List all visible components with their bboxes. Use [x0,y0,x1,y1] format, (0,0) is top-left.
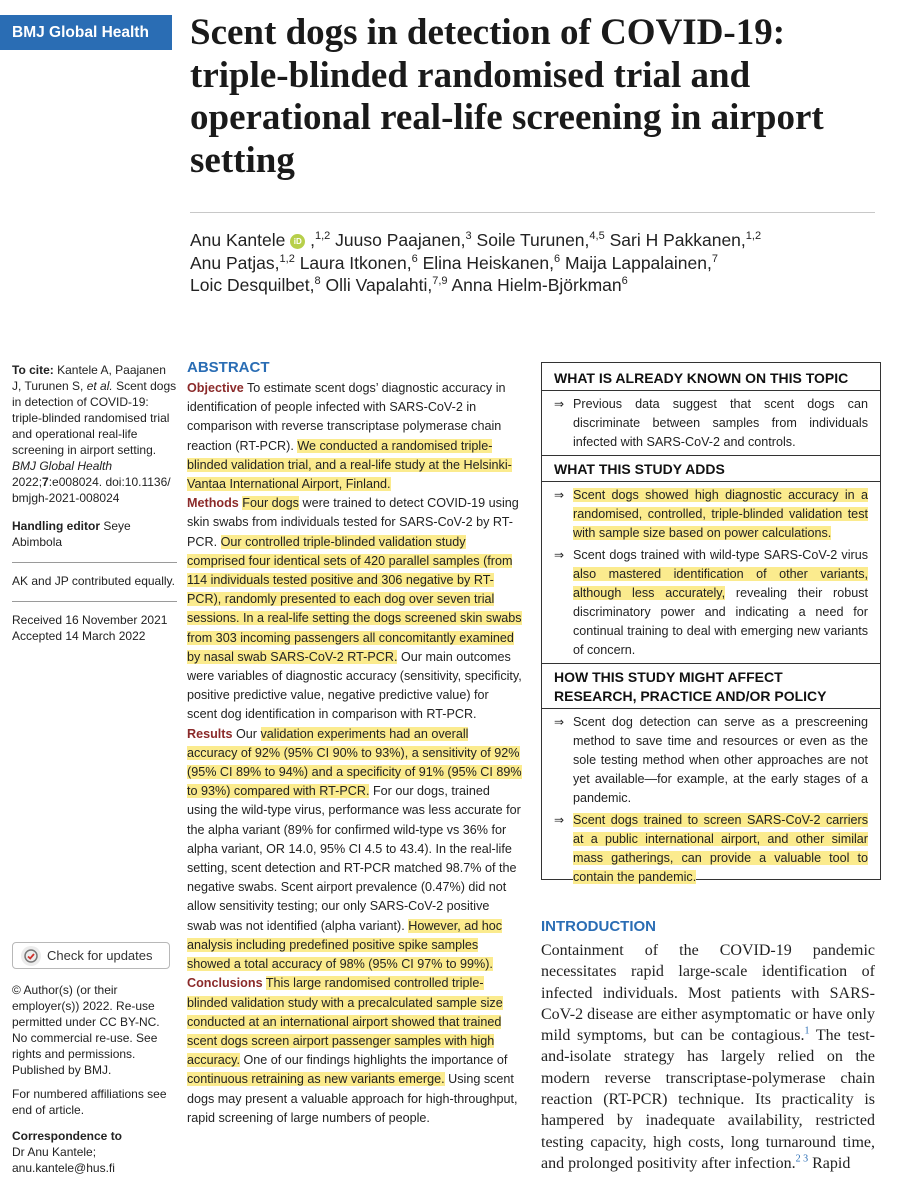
author-name: Laura Itkonen [299,252,407,273]
author-name: Olli Vapalahti [325,275,428,295]
reference-link[interactable]: 2 3 [795,1153,809,1165]
arrow-icon: ⇒ [554,715,565,729]
author-name: Loic Desquilbet [190,275,310,295]
key-message-item [554,395,868,452]
box-divider [542,390,880,391]
correspondence-name: Dr Anu Kantele; [12,1145,97,1159]
cite-label: To cite: [12,363,54,377]
handling-editor [12,518,177,550]
known-topic-heading: WHAT IS ALREADY KNOWN ON THIS TOPIC [554,370,849,386]
cite-year: 2022; [12,475,43,489]
left-sidebar [12,362,177,644]
contribution-note: AK and JP contributed equally. [12,574,175,588]
title-divider [190,212,875,213]
arrow-icon: ⇒ [554,548,565,562]
author-name: Maija Lappalainen [564,252,707,273]
key-message-item [554,486,868,543]
handling-editor-name: Seye Abimbola [12,519,131,549]
introduction-text [541,940,875,1174]
highlighted-text: Scent dogs showed high diagnostic accuracy in a randomised, controlled, triple-blinded validation test with sample size based on power calculations. [573,488,868,540]
study-adds-heading: WHAT THIS STUDY ADDS [554,461,725,477]
conclusions-text: Using scent dogs may present a valuable approach for high-throughput, rapid screening of large numbers of people. [187,1072,518,1125]
cite-authors: Kantele A, Paajanen J, Turunen S, [12,363,166,393]
accepted-date: Accepted 14 March 2022 [12,629,146,643]
sidebar-divider [12,601,177,602]
author-affiliation: 3 [465,230,472,243]
cite-doi[interactable]: :e008024. doi:10.1136/ bmjgh-2021-008024 [12,475,171,505]
correspondence-label: Correspondence to [12,1129,123,1143]
citation-block [12,362,177,506]
highlighted-text: Scent dogs trained to screen SARS-CoV-2 carriers at a public international airport, and other similar mass gatherings, can provide a valuable tool to contain the pandemic. [573,813,868,884]
highlighted-text: However, ad hoc analysis including predefined positive spike samples showed a total accuracy of 98% (95% CI 97% to 99%). [187,918,503,972]
arrow-icon: ⇒ [554,397,565,411]
copyright-notice: © Author(s) (or their employer(s)) 2022. Re-use permitted under CC BY-NC. No commercial re-use. See rights and permissions. Published by BMJ. [12,983,160,1077]
cite-title: Scent dogs in detection of COVID-19: triple-blinded randomised trial and operational real-life screening in airport setting. [12,379,177,457]
author-name: Soile Turunen [476,230,585,250]
author-affiliation: 7,9 [432,275,448,288]
introduction-heading: INTRODUCTION [541,918,656,935]
box-divider [542,663,880,664]
journal-name: BMJ Global Health [12,24,149,41]
author-affiliation: 1,2 [279,252,295,265]
cite-journal: BMJ Global Health [12,459,113,473]
abstract-objective [187,379,522,494]
highlighted-text: also mastered identification of other variants, although less accurately, [573,567,868,600]
objective-label: Objective [187,381,244,395]
handling-editor-label: Handling editor [12,519,100,533]
results-text: For our dogs, trained using the wild-type virus, performance was less accurate for the alpha variant (89% for confirmed wild-type vs 36% for alpha variant, OR 14.0, 95% CI 4.5 to 43.4). In the real-life setting, scent detection and RT-PCR matched 98.7% of the negative swabs. Scent airport prevalence (0.47%) did not allow sensitivity testing; our only SARS-CoV-2 positive swab was not identified (alpha variant). [187,784,521,933]
author-affiliation: 6 [621,275,628,288]
arrow-icon: ⇒ [554,813,565,827]
author-list: Anu Kantele iD ,$^{1,2}$ Juuso Paajanen,$^3$ Soile Turunen,$^{4,5}$ Sari H Pakkanen,$^{1,2}$ Anu Patjas,$^{1,2}$ Laura Itkonen,$^6$ Elina Heiskanen,$^6$ Maija Lappalainen,$^7$ Loic Desquilbet,$^8$ Olli Vapalahti,$^{7,9}$ Anna Hielm-Björkman$^6$ [190,230,762,295]
sidebar-divider [12,562,177,563]
highlighted-text: This large randomised controlled triple-blinded validation study with a precalculated sample size conducted at an international airport showed that trained scent dogs screen airport passenger samples with high accuracy. [187,976,503,1068]
author-name: Anna Hielm-Björkman [451,275,622,295]
author-affiliation: 1,2 [314,230,331,243]
left-sidebar-bottom [12,982,177,1176]
box-divider [542,481,880,482]
author-name: Anu Patjas [190,252,275,273]
author-name: Elina Heiskanen [422,252,550,273]
key-message-item [554,546,868,660]
reference-link[interactable]: 1 [804,1025,810,1037]
author-name: Juuso Paajanen [335,230,461,250]
author-affiliation: 1,2 [745,230,762,243]
intro-paragraph: The test-and-isolate strategy has largely relied on the modern reverse transcriptase-polymerase chain reaction (RT-PCR) technique. Its practicality is hampered by inadequate availability, restricted testing capacity, high costs, long turnaround time, and prolonged positivity after infection. [541,1027,875,1172]
check-updates-label: Check for updates [47,948,153,963]
author-affiliation: 8 [314,275,321,288]
author-affiliation: 4,5 [589,230,605,243]
received-date: Received 16 November 2021 [12,613,168,627]
conclusions-text: One of our findings highlights the importance of [243,1053,508,1068]
abstract-section [187,357,522,1128]
arrow-icon: ⇒ [554,488,565,502]
highlighted-text: Our controlled triple-blinded validation study comprised four identical sets of 420 parallel samples (from 114 individuals tested positive and 306 negative by RT-PCR), randomly presented to each dog over seven trial sessions. In a real-life setting the dogs screened skin swabs from 303 incoming passengers all concomitantly examined by nasal swab SARS-CoV-2 RT-PCR. [187,534,522,664]
affect-research-heading: HOW THIS STUDY MIGHT AFFECT RESEARCH, PRACTICE AND/OR POLICY [554,669,827,704]
highlighted-text: Four dogs [242,496,299,511]
key-messages-box [541,362,881,884]
abstract-conclusions [187,974,522,1128]
author-affiliation: 6 [553,252,561,265]
cite-volume: 7 [42,475,49,489]
check-updates-icon [21,946,41,966]
article-title: Scent dogs in detection of COVID-19: triple-blinded randomised trial and operational real-life screening in airport setting [190,12,824,181]
author-affiliation: 6 [411,252,418,265]
box-divider [542,455,880,456]
abstract-heading: ABSTRACT [187,359,270,376]
orcid-icon[interactable]: iD [290,234,305,249]
author-name: Anu Kantele [190,230,286,250]
correspondence-email[interactable]: anu.kantele@hus.fi [12,1161,115,1175]
key-message-text: revealing their robust discriminatory power and indicating a need for continual training to deal with emerging new variants of concern. [573,586,869,657]
key-message-item [554,713,868,808]
box-divider [542,708,880,709]
highlighted-text: validation experiments had an overall accuracy of 92% (95% CI 90% to 93%), a sensitivity of 92% (95% CI 89% to 94%) and a specificity of 91% (95% CI 89% to 93%) compared with RT-PCR. [187,726,522,799]
author-name: Sari H Pakkanen [609,230,741,250]
intro-paragraph: Containment of the COVID-19 pandemic necessitates rapid large-scale identification of infected individuals. Most patients with SARS-CoV-2 disease are either asymptomatic or have only mild symptoms, but can be contagious. [541,942,875,1045]
results-label: Results [187,726,233,741]
methods-text: Our main outcomes were variables of diagnostic accuracy (sensitivity, specificity, positive predictive value, negative predictive value) for scent dog identification in comparison with RT-PCR. [187,649,522,722]
author-affiliation: 7 [711,252,718,265]
key-message-text: Scent dogs trained with wild-type SARS-CoV-2 virus [573,548,868,562]
check-for-updates-button[interactable] [12,942,170,969]
key-message-item [554,811,868,887]
abstract-results [187,725,522,975]
methods-text: were trained to detect COVID-19 using skin swabs from individuals tested for SARS-CoV-2 by RT-PCR. [187,496,519,549]
highlighted-text: continuous retraining as new variants emerge. [187,1072,445,1087]
highlighted-text: We conducted a randomised triple-blinded validation trial, and a real-life study at the Helsinki-Vantaa International Airport, Finland. [187,438,512,492]
key-message-text: Previous data suggest that scent dogs can discriminate between samples from individuals infected with SARS-CoV-2 and controls. [573,397,868,449]
objective-text: To estimate scent dogs’ diagnostic accuracy in identification of people infected with SARS-CoV-2 in comparison with reverse transcriptase polymerase chain reaction (RT-PCR). [187,381,506,453]
results-text: Our [236,726,257,741]
journal-badge [0,15,172,50]
cite-et-al: et al. [86,379,113,393]
intro-paragraph: Rapid [808,1154,851,1172]
conclusions-label: Conclusions [187,976,263,991]
affiliations-note: For numbered affiliations see end of article. [12,1087,167,1117]
abstract-methods [187,494,522,724]
key-message-text: Scent dog detection can serve as a prescreening method to save time and resources or even as the sole testing method when other approaches are not yet available—for example, at the early stages of a pandemic. [573,715,868,805]
methods-label: Methods [187,496,239,511]
